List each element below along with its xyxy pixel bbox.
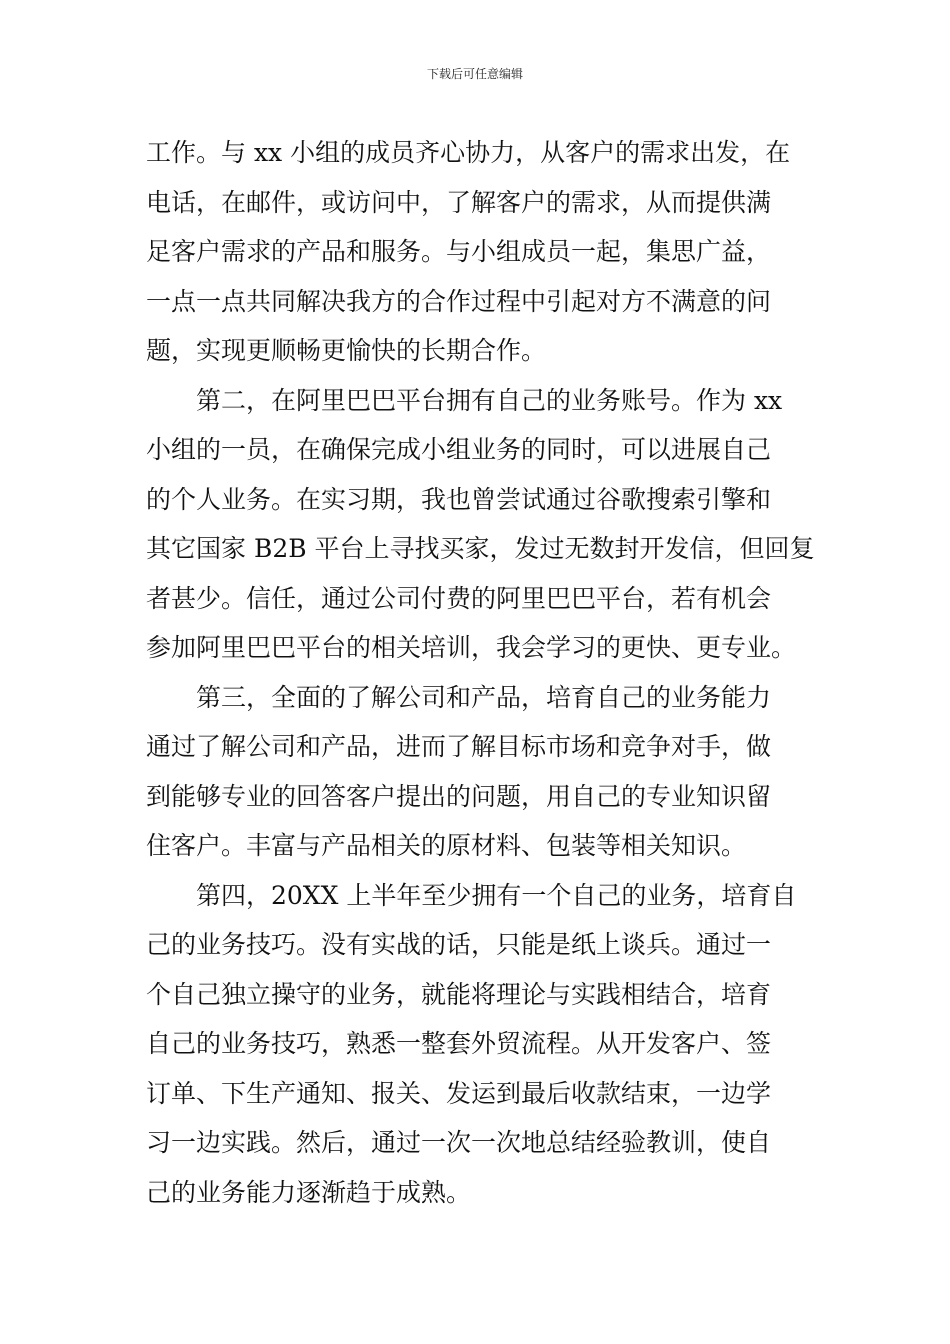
text-line: 者甚少。信任，通过公司付费的阿里巴巴平台，若有机会: [146, 583, 772, 613]
body-text: [146, 128, 816, 1217]
text-line: 题，实现更顺畅更愉快的长期合作。: [146, 336, 547, 365]
text-line: 一点一点共同解决我方的合作过程中引起对方不满意的问: [146, 286, 772, 316]
text-line: 的个人业务。在实习期，我也曾尝试通过谷歌搜索引擎和: [146, 484, 772, 514]
text-line: 其它国家 B2B 平台上寻找买家，发过无数封开发信，但回复: [146, 534, 815, 563]
text-line: 到能够专业的回答客户提出的问题，用自己的专业知识留: [146, 781, 772, 811]
text-line: 通过了解公司和产品，进而了解目标市场和竞争对手，做: [146, 732, 772, 761]
text-line: 第四，20XX 上半年至少拥有一个自己的业务，培育自: [146, 880, 797, 910]
page-header: 下载后可任意编辑: [426, 67, 523, 81]
text-line: 足客户需求的产品和服务。与小组成员一起，集思广益，: [146, 237, 772, 266]
text-line: 个自己独立操守的业务，就能将理论与实践相结合，培育: [146, 979, 772, 1009]
text-line: 自己的业务技巧，熟悉一整套外贸流程。从开发客户、签: [146, 1029, 772, 1058]
text-line: 订单、下生产通知、报关、发运到最后收款结束，一边学: [146, 1078, 772, 1108]
text-line: 工作。与 xx 小组的成员齐心协力，从客户的需求出发，在: [146, 138, 791, 167]
text-line: 小组的一员，在确保完成小组业务的同时，可以进展自己: [146, 435, 772, 464]
text-line: 己的业务能力逐渐趋于成熟。: [146, 1177, 472, 1207]
text-line: 参加阿里巴巴平台的相关培训，我会学习的更快、更专业。: [146, 633, 797, 662]
text-line: 第二，在阿里巴巴平台拥有自己的业务账号。作为 xx: [146, 385, 783, 415]
text-line: 住客户。丰富与产品相关的原材料、包装等相关知识。: [146, 831, 747, 860]
text-line: 习一边实践。然后，通过一次一次地总结经验教训，使自: [146, 1128, 772, 1157]
text-line: 第三，全面的了解公司和产品，培育自己的业务能力: [146, 682, 772, 712]
text-line: 己的业务技巧。没有实战的话，只能是纸上谈兵。通过一: [146, 930, 772, 959]
text-line: 电话，在邮件，或访问中，了解客户的需求，从而提供满: [146, 187, 772, 217]
